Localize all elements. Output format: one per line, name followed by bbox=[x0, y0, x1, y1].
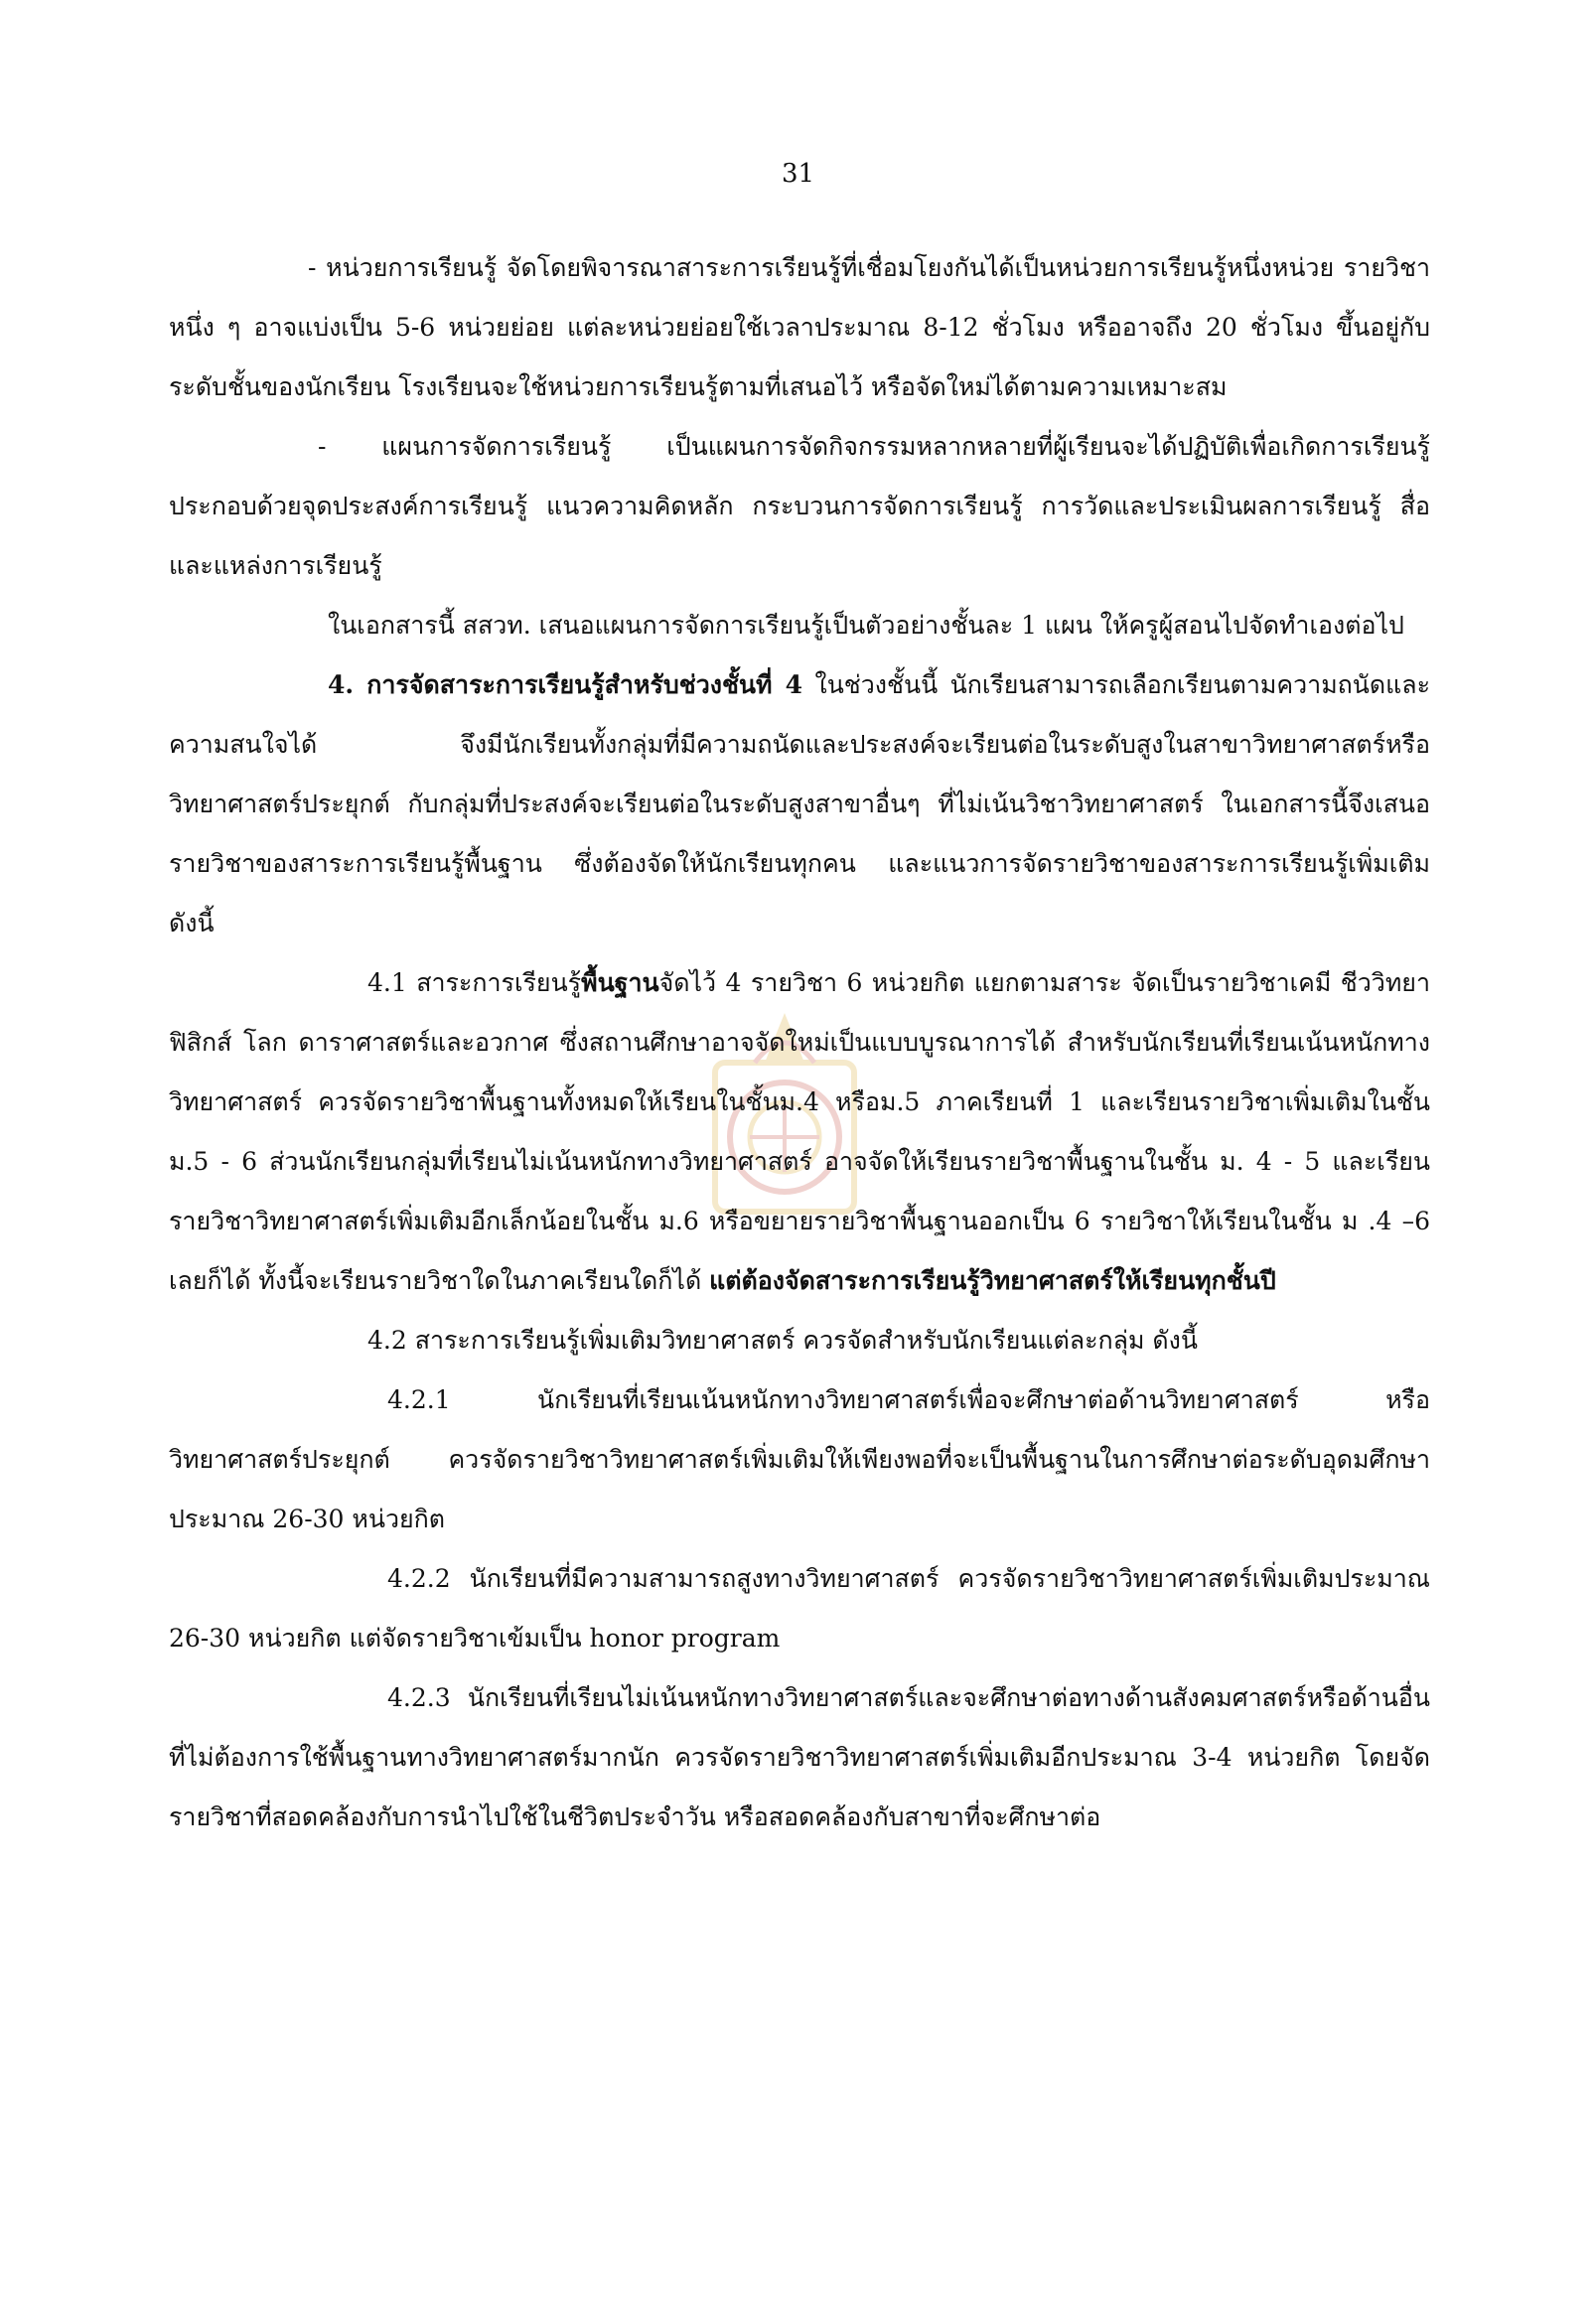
section-4-1-lead: 4.1 สาระการเรียนรู้ bbox=[367, 968, 582, 997]
body-text bbox=[169, 238, 1430, 1847]
page-number: 31 bbox=[781, 159, 815, 189]
section-4-text: ในช่วงชั้นนี้ นักเรียนสามารถเลือกเรียนตามความถนัดและความสนใจได้ จึงมีนักเรียนทั้งกลุ่มที่มีความถนัดและประสงค์จะเรียนต่อในระดับสูงในสาขาวิทยาศาสตร์หรือวิทยาศาสตร์ประยุกต์ กับกลุ่มที่ประสงค์จะเรียนต่อในระดับสูงสาขาอื่นๆ ที่ไม่เน้นวิชาวิทยาศาสตร์ ในเอกสารนี้จึงเสนอรายวิชาของสาระการเรียนรู้พื้นฐาน ซึ่งต้องจัดให้นักเรียนทุกคน และแนวการจัดรายวิชาของสาระการเรียนรู้เพิ่มเติม ดังนี้ bbox=[169, 670, 1430, 937]
paragraph-4-2-2: 4.2.2 นักเรียนที่มีความสามารถสูงทางวิทยาศาสตร์ ควรจัดรายวิชาวิทยาศาสตร์เพิ่มเติมประมาณ 26-30 หน่วยกิต แต่จัดรายวิชาเข้มเป็น honor program bbox=[169, 1564, 1430, 1653]
section-4-1-bold-tail: แต่ต้องจัดสาระการเรียนรู้วิทยาศาสตร์ให้เรียนทุกชั้นปี bbox=[709, 1266, 1276, 1295]
paragraph-4-2-1: 4.2.1 นักเรียนที่เรียนเน้นหนักทางวิทยาศาสตร์เพื่อจะศึกษาต่อด้านวิทยาศาสตร์ หรือวิทยาศาสตร์ประยุกต์ ควรจัดรายวิชาวิทยาศาสตร์เพิ่มเติมให้เพียงพอที่จะเป็นพื้นฐานในการศึกษาต่อระดับอุดมศึกษาประมาณ 26-30 หน่วยกิต bbox=[169, 1385, 1430, 1533]
paragraph-learning-unit: - หน่วยการเรียนรู้ จัดโดยพิจารณาสาระการเรียนรู้ที่เชื่อมโยงกันได้เป็นหน่วยการเรียนรู้หนึ่งหน่วย รายวิชาหนึ่ง ๆ อาจแบ่งเป็น 5-6 หน่วยย่อย แต่ละหน่วยย่อยใช้เวลาประมาณ 8-12 ชั่วโมง หรืออาจถึง 20 ชั่วโมง ขึ้นอยู่กับระดับชั้นของนักเรียน โรงเรียนจะใช้หน่วยการเรียนรู้ตามที่เสนอไว้ หรือจัดใหม่ได้ตามความเหมาะสม bbox=[169, 253, 1430, 401]
paragraph-4-2-3: 4.2.3 นักเรียนที่เรียนไม่เน้นหนักทางวิทยาศาสตร์และจะศึกษาต่อทางด้านสังคมศาสตร์หรือด้านอื่นที่ไม่ต้องการใช้พื้นฐานทางวิทยาศาสตร์มากนัก ควรจัดรายวิชาวิทยาศาสตร์เพิ่มเติมอีกประมาณ 3-4 หน่วยกิต โดยจัดรายวิชาที่สอดคล้องกับการนำไปใช้ในชีวิตประจำวัน หรือสอดคล้องกับสาขาที่จะศึกษาต่อ bbox=[169, 1683, 1430, 1831]
paragraph-4-2: 4.2 สาระการเรียนรู้เพิ่มเติมวิทยาศาสตร์ ควรจัดสำหรับนักเรียนแต่ละกลุ่ม ดังนี้ bbox=[367, 1326, 1198, 1355]
section-4-1-text: จัดไว้ 4 รายวิชา 6 หน่วยกิต แยกตามสาระ จัดเป็นรายวิชาเคมี ชีววิทยา ฟิสิกส์ โลก ดาราศาสตร์และอวกาศ ซึ่งสถานศึกษาอาจจัดใหม่เป็นแบบบูรณาการได้ สำหรับนักเรียนที่เรียนเน้นหนักทางวิทยาศาสตร์ ควรจัดรายวิชาพื้นฐานทั้งหมดให้เรียนในชั้นม.4 หรือม.5 ภาคเรียนที่ 1 และเรียนรายวิชาเพิ่มเติมในชั้น ม.5 - 6 ส่วนนักเรียนกลุ่มที่เรียนไม่เน้นหนักทางวิทยาศาสตร์ อาจจัดให้เรียนรายวิชาพื้นฐานในชั้น ม. 4 - 5 และเรียนรายวิชาวิทยาศาสตร์เพิ่มเติมอีกเล็กน้อยในชั้น ม.6 หรือขยายรายวิชาพื้นฐานออกเป็น 6 รายวิชาให้เรียนในชั้น ม .4 –6 เลยก็ได้ ทั้งนี้จะเรียนรายวิชาใดในภาคเรียนใดก็ได้ bbox=[169, 968, 1430, 1295]
paragraph-lesson-plan: - แผนการจัดการเรียนรู้ เป็นแผนการจัดกิจกรรมหลากหลายที่ผู้เรียนจะได้ปฏิบัติเพื่อเกิดการเรียนรู้ ประกอบด้วยจุดประสงค์การเรียนรู้ แนวความคิดหลัก กระบวนการจัดการเรียนรู้ การวัดและประเมินผลการเรียนรู้ สื่อและแหล่งการเรียนรู้ bbox=[169, 432, 1430, 580]
paragraph-level-4 bbox=[169, 655, 1430, 953]
paragraph-ipst-plan: ในเอกสารนี้ สสวท. เสนอแผนการจัดการเรียนรู้เป็นตัวอย่างชั้นละ 1 แผน ให้ครูผู้สอนไปจัดทำเองต่อไป bbox=[328, 611, 1404, 640]
paragraph-4-1 bbox=[169, 953, 1430, 1311]
section-4-heading: 4. การจัดสาระการเรียนรู้สำหรับช่วงชั้นที่ 4 bbox=[328, 670, 803, 699]
section-4-1-bold: พื้นฐาน bbox=[581, 968, 659, 997]
